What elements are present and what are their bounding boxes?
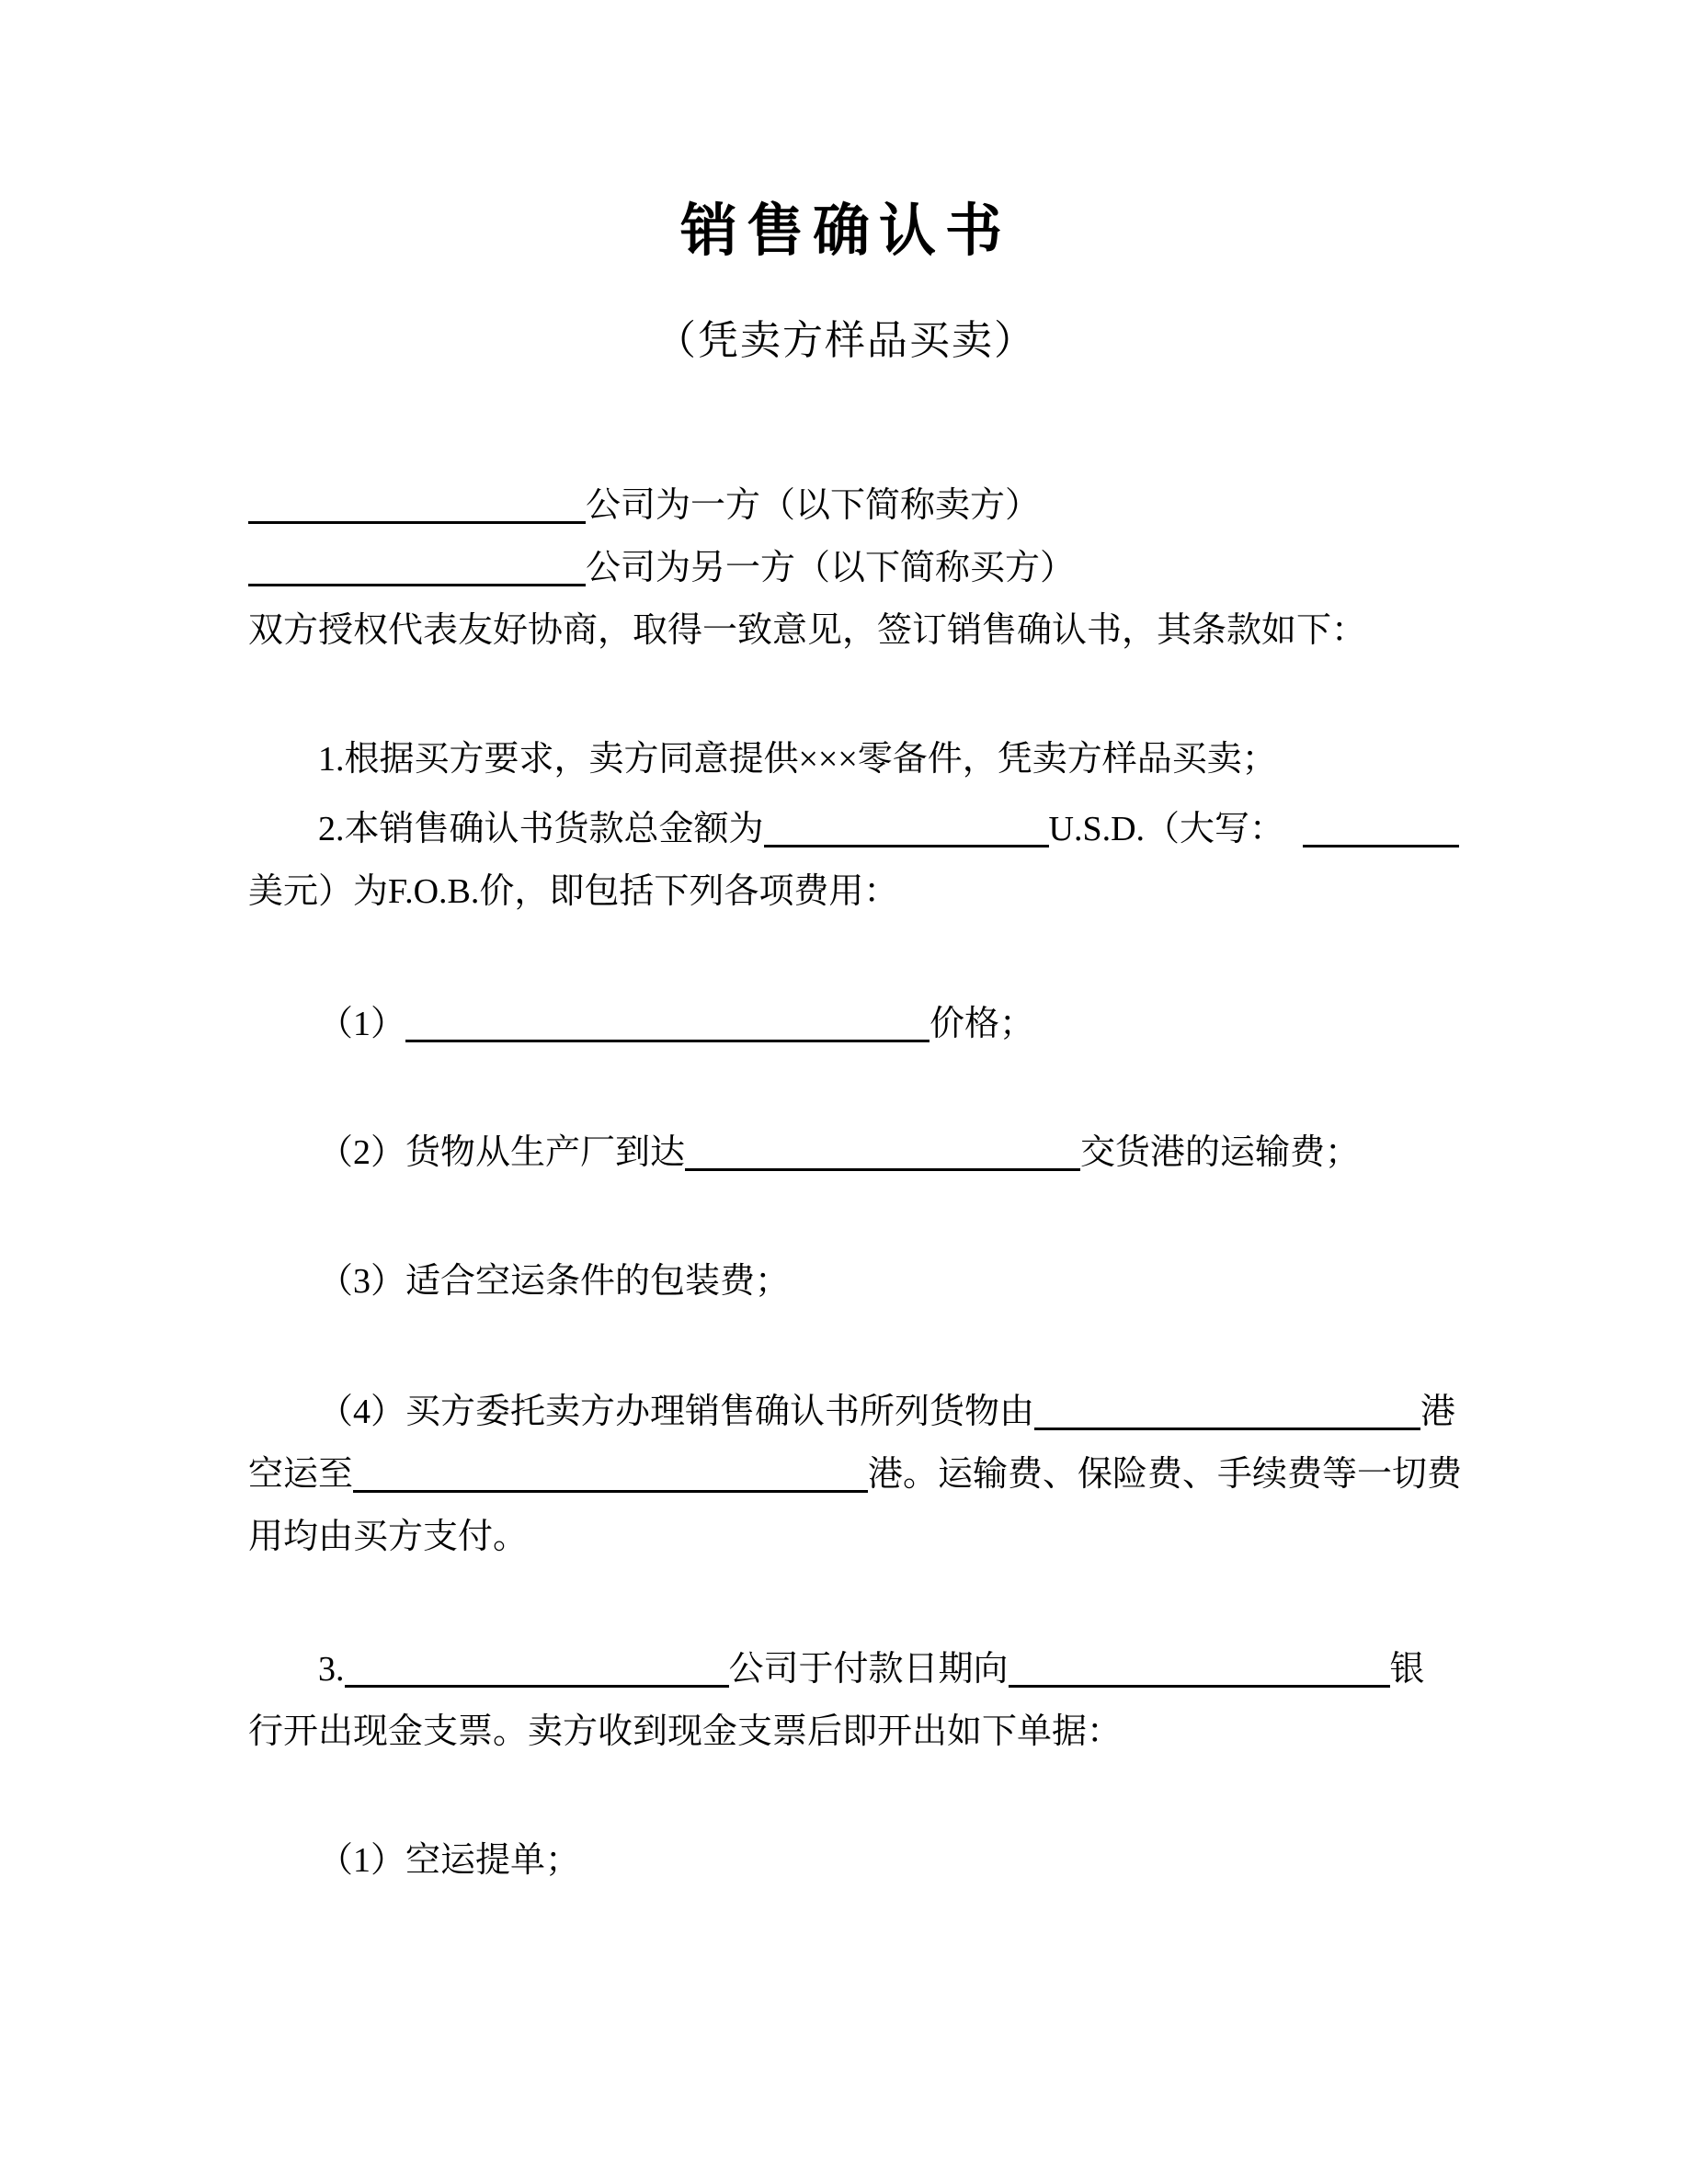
packing-item-text: （3）适合空运条件的包装费；: [318, 1262, 791, 1301]
consign-item-line-2: [248, 1443, 1463, 1506]
consign-line-1-prefix: （4）买方委托卖方办理销售确认书所列货物由: [318, 1393, 1035, 1431]
buyer-line-text: 公司为另一方（以下简称买方）: [586, 549, 1076, 587]
clause-2-mid: U.S.D.（大写：: [1048, 810, 1285, 848]
origin-port-blank[interactable]: [1034, 1393, 1420, 1430]
agreement-line-text: 双方授权代表友好协商，取得一致意见，签订销售确认书，其条款如下：: [248, 611, 1367, 650]
consign-line-2-prefix: 空运至: [248, 1455, 354, 1494]
clause-3-line-2-text: 行开出现金支票。卖方收到现金支票后即开出如下单据：: [248, 1712, 1123, 1751]
consign-item-line-3: [248, 1506, 1443, 1568]
transport-item-prefix: （2）货物从生产厂到达: [318, 1133, 686, 1172]
seller-party-line: [248, 474, 1443, 537]
buyer-name-blank[interactable]: [248, 550, 586, 586]
clause-1-line: [248, 728, 1443, 791]
doc-title: 销售确认书: [679, 199, 1011, 263]
packing-item-line: [248, 1250, 1443, 1313]
buyer-party-line: [248, 537, 1443, 599]
delivery-port-blank[interactable]: [685, 1134, 1080, 1171]
consign-line-2-suffix: 港。运输费、保险费、手续费等一切费: [868, 1455, 1463, 1494]
destination-port-blank[interactable]: [353, 1456, 868, 1493]
bank-name-blank[interactable]: [1009, 1651, 1390, 1688]
air-waybill-item-text: （1）空运提单；: [318, 1841, 581, 1880]
clause-3-line-1: [248, 1638, 1443, 1701]
clause-3-num: 3.: [318, 1650, 345, 1689]
transport-item-line: [248, 1121, 1443, 1184]
payer-company-blank[interactable]: [345, 1651, 729, 1688]
clause-2-line-2: [248, 860, 1443, 923]
seller-name-blank[interactable]: [248, 487, 586, 524]
consign-item-line-1: [248, 1381, 1456, 1443]
air-waybill-item-line: [248, 1829, 1443, 1892]
doc-subtitle: （凭卖方样品买卖）: [656, 318, 1036, 363]
amount-in-words-blank[interactable]: [1303, 811, 1459, 847]
price-blank[interactable]: [405, 1006, 930, 1042]
clause-2-line-2-text: 美元）为F.O.B.价，即包括下列各项费用：: [248, 872, 899, 911]
agreement-line: [248, 599, 1443, 662]
clause-2-line-1: [248, 798, 1443, 860]
price-item-num: （1）: [318, 1005, 406, 1043]
clause-2-prefix: 2.本销售确认书货款总金额为: [318, 810, 764, 848]
price-item-text: 价格；: [930, 1005, 1035, 1043]
clause-3-line-2: [248, 1701, 1443, 1763]
clause-3-suffix: 银: [1389, 1650, 1425, 1689]
clause-1-text: 1.根据买方要求，卖方同意提供×××零备件，凭卖方样品买卖；: [318, 740, 1277, 779]
consign-line-3-text: 用均由买方支付。: [248, 1518, 529, 1556]
seller-line-text: 公司为一方（以下简称卖方）: [586, 486, 1041, 525]
price-item-line: [248, 993, 1443, 1055]
clause-3-mid: 公司于付款日期向: [728, 1650, 1009, 1689]
transport-item-suffix: 交货港的运输费；: [1080, 1133, 1361, 1172]
consign-line-1-suffix: 港: [1420, 1393, 1456, 1431]
total-amount-blank[interactable]: [764, 811, 1049, 847]
